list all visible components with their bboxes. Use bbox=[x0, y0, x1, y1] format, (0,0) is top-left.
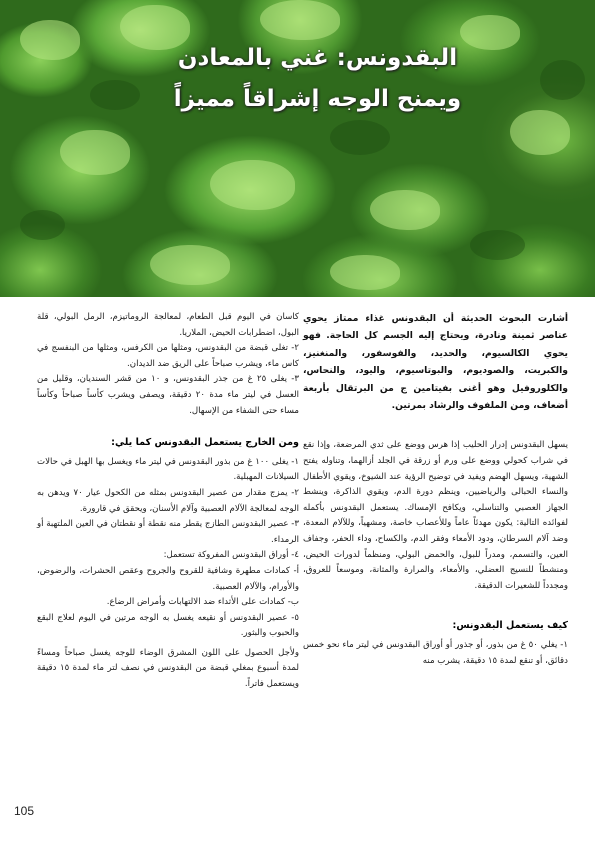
external-item-4a: أ- كمادات مطهرة وشافية للقروح والجروح وعقص الحشرات، والرضوض، والأورام، والآلام العصبية. bbox=[37, 565, 299, 592]
usage-item-1: ١- يغلي ٥٠ غ من بذور، أو جذور أو أوراق البقدونس في ليتر ماء نحو خمس دقائق، أو تنقع لمدة ١٥ دقيقة، يشرب منه bbox=[303, 639, 568, 666]
page-number: 105 bbox=[14, 804, 35, 818]
external-item-4b: ب- كمادات على الأثداء ضد الالتهابات وأمراض الرضاع. bbox=[106, 597, 299, 608]
usage-heading: كيف يستعمل البقدونس: bbox=[452, 620, 568, 632]
body-paragraph: يسهل البقدونس إدرار الحليب إذا هرس ووضع على ثدي المرضعة، وإذا نقع في شراب كحولي ووضع على ورم أو زرقة في الجلد أزالهما، وتناوله يفتح الشهية، ويسهل الهضم ويفيد في توضيح الرؤية عند الشيوخ، ويقوي الأطفال والنساء الحبالى والرياضيين، وينظم دورة الدم، ويقوي الذاكرة، وينشط الجهاز العصبي والتناسلي، ويكافح الإمساك. يستعمل البقدونس بأكمله لفوائده التالية: يكون مهدئاً عاماً وللأعصاب خاصة، ومشهياً، وللآلام المعدة، وضد آلام السرطان، ودود الأمعاء وفقر الدم، والكساح، وداء الحفر، وجفاف العين، والتسمم، ومدراً للبول، والحمض البولي، ومنظماً لدورات الحيض، ومنشطاً للنسيج العضلي، والأمعاء، والمرارة والمثانة، وموسعاً للعروق، ومجدداً للشعيرات الدقيقة. bbox=[303, 440, 568, 591]
left-text-column bbox=[37, 310, 299, 693]
external-item-5: ٥- عصير البقدونس أو نقيعه يغسل به الوجه مرتين في اليوم لعلاج البقع والحبوب والبثور. bbox=[37, 612, 299, 639]
right-text-column bbox=[303, 310, 568, 669]
external-item-1: ١- يغلى ١٠٠ غ من بذور البقدونس في ليتر ماء ويغسل بها الهبل في حالات السيلانات المهبلية. bbox=[37, 456, 299, 483]
parsley-photo bbox=[0, 0, 595, 297]
usage-intro-continued: كاسان في اليوم قبل الطعام، لمعالجة الروماتيزم، الرمل البولي، قلة البول، اضطرابات الحيض، الملاريا. bbox=[37, 312, 299, 338]
external-item-2: ٢- يمزج مقدار من عصير البقدونس بمثله من الكحول عيار ٧٠ ويدهن به الوجه لمعالجة الآلام العصبية وآلام الأسنان، ويحقق في قارورة. bbox=[37, 487, 299, 514]
external-item-3: ٣- عصير البقدونس الطازج يقطر منه نقطة أو نقطتان في العين الملتهبة أو الرمداء. bbox=[37, 519, 299, 545]
external-item-4: ٤- أوراق البقدونس المفروكة تستعمل: bbox=[163, 550, 299, 561]
usage-item-3: ٣- يغلى ٢٥ غ من جذر البقدونس، و ١٠ من قشر السنديان، وقليل من العسل في ليتر ماء مدة ٢٠ دقيقة، ويصفى ويشرب كأساً صباحاً وكأساً مساء حتى الشفاء من الإسهال. bbox=[37, 374, 300, 416]
lead-paragraph: أشارت البحوث الحديثة أن البقدونس غذاء ممتاز يحوي عناصر ثمينة ونادرة، ويحتاج إليه الجسم كل الحاجة. فهو يحوي الكالسيوم، والحديد، والفوسفور، والمنغنيز، والكبريت، والصوديوم، والبوتاسيوم، واليود، والنحاس، والكلوروفيل وهو أغنى بفيتامين ج من البرتقال بأربعة أضعاف، ومن الملفوف والرشاد بمرتين. bbox=[303, 313, 568, 412]
article-title-line1: البقدونس: غني بالمعادن bbox=[177, 45, 458, 71]
article-title-line2: ويمنح الوجه إشراقاً مميزاً bbox=[173, 86, 462, 112]
closing-paragraph: ولأجل الحصول على اللون المشرق الوضاء للوجه يغسل صباحاً ومساءً لمدة أسبوع بمغلي قبضة من البقدونس في نصف لتر ماء لمدة ١٥ دقيقة ويستعمل فاتراً. bbox=[37, 647, 299, 690]
usage-item-2: ٢- تغلى قبضة من البقدونس، ومثلها من الكرفس، ومثلها من البنفسج في كاس ماء، ويشرب صباحاً على الريق ضد الديدان. bbox=[37, 343, 299, 369]
external-use-heading: ومن الخارج يستعمل البقدونس كما يلي: bbox=[111, 437, 299, 449]
